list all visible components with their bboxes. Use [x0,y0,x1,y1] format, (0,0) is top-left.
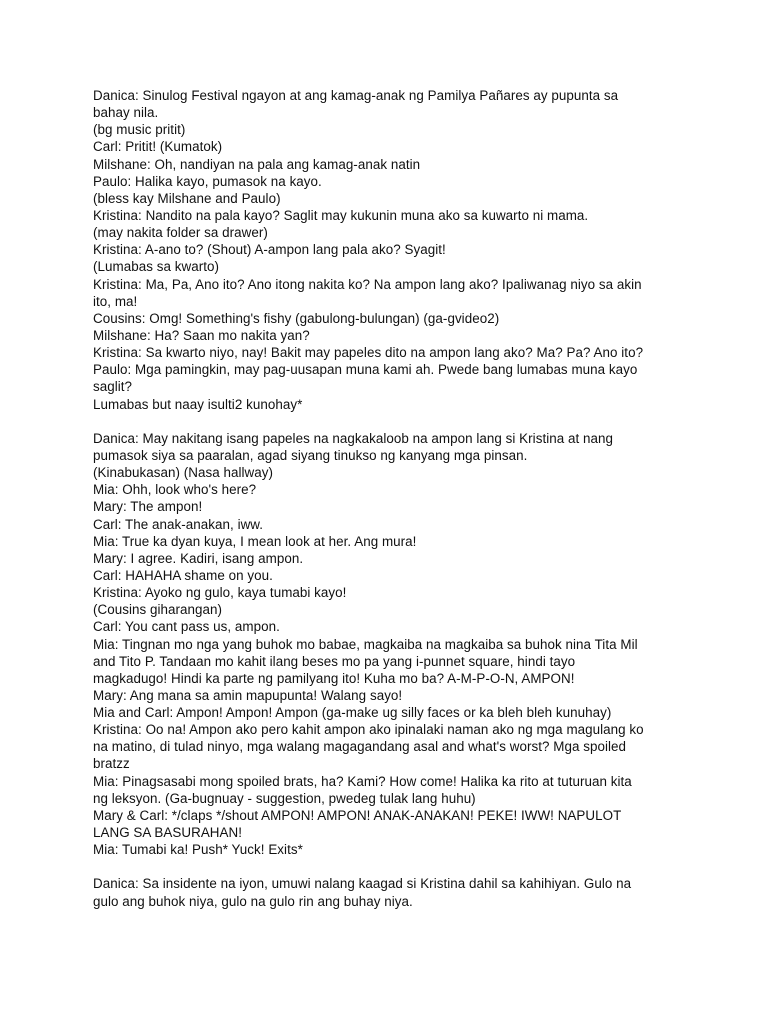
script-line: Lumabas but naay isulti2 kunohay* [93,396,303,412]
script-line: Mia and Carl: Ampon! Ampon! Ampon (ga-make ug silly faces or ka bleh bleh kunuhay) [93,705,612,721]
script-line: Carl: You cant pass us, ampon. [93,619,280,635]
script-line: Milshane: Ha? Saan mo nakita yan? [93,327,310,343]
script-line: (Kinabukasan) (Nasa hallway) [93,465,274,481]
script-line: (may nakita folder sa drawer) [93,225,268,241]
script-line: Carl: The anak-anakan, iww. [93,516,264,532]
script-line: Milshane: Oh, nandiyan na pala ang kamag-anak natin [93,156,421,172]
script-line: Mia: Ohh, look who's here? [93,482,257,498]
script-line: Mia: Tingnan mo nga yang buhok mo babae, magkaiba na magkaiba sa buhok nina Tita Mil [93,636,638,652]
script-line: Kristina: Ma, Pa, Ano ito? Ano itong nakita ko? Na ampon lang ako? Ipaliwanag niyo sa akin [93,276,642,292]
script-line: Cousins: Omg! Something's fishy (gabulong-bulungan) (ga-gvideo2) [93,310,500,326]
script-line: Danica: Sinulog Festival ngayon at ang kamag-anak ng Pamilya Pañares ay pupunta sa [93,88,619,103]
script-line: LANG SA BASURAHAN! [93,825,242,841]
script-line: gulo ang buhok niya, gulo na gulo rin ang buhay niya. [93,893,413,909]
script-line: Mia: Tumabi ka! Push* Yuck! Exits* [93,842,303,858]
script-line: magkadugo! Hindi ka parte ng pamilyang ito! Kuha mo ba? A-M-P-O-N, AMPON! [93,670,575,686]
script-line: Kristina: Ayoko ng gulo, kaya tumabi kayo! [93,585,347,601]
script-line: na matino, di tulad ninyo, mga walang magagandang asal and what's worst? Mga spoiled [93,739,627,755]
script-line: (Lumabas sa kwarto) [93,259,219,275]
script-text [93,87,693,910]
script-line: Carl: Pritit! (Kumatok) [93,139,223,155]
script-line: Danica: Sa insidente na iyon, umuwi nalang kaagad si Kristina dahil sa kahihiyan. Gulo na [93,876,632,892]
script-line: Paulo: Mga pamingkin, may pag-uusapan muna kami ah. Pwede bang lumabas muna kayo [93,362,638,378]
script-line: Mary: I agree. Kadiri, isang ampon. [93,550,304,566]
script-line: Kristina: Oo na! Ampon ako pero kahit ampon ako ipinalaki naman ako ng mga magulang ko [93,722,644,738]
script-line: Paulo: Halika kayo, pumasok na kayo. [93,173,322,189]
script-line: Kristina: A-ano to? (Shout) A-ampon lang pala ako? Syagit! [93,242,446,258]
script-line: Mary: Ang mana sa amin mapupunta! Walang sayo! [93,687,403,703]
script-line: Kristina: Nandito na pala kayo? Saglit may kukunin muna ako sa kuwarto ni mama. [93,207,589,223]
script-line: Mia: True ka dyan kuya, I mean look at her. Ang mura! [93,533,417,549]
script-line: Mary: The ampon! [93,499,203,515]
script-line: Mary & Carl: */claps */shout AMPON! AMPON! ANAK-ANAKAN! PEKE! IWW! NAPULOT [93,807,622,823]
script-line: (bg music pritit) [93,122,186,138]
script-line: and Tito P. Tandaan mo kahit ilang beses mo pa yang i-punnet square, hindi tayo [93,653,576,669]
script-line: (Cousins giharangan) [93,602,223,618]
script-line: ito, ma! [93,293,138,309]
script-line: Kristina: Sa kwarto niyo, nay! Bakit may papeles dito na ampon lang ako? Ma? Pa? Ano ito? [93,345,644,361]
blank-line [93,858,693,875]
script-line: (bless kay Milshane and Paulo) [93,190,281,206]
script-line: ng leksyon. (Ga-bugnuay - suggestion, pwedeg tulak lang huhu) [93,790,476,806]
script-line: bratzz [93,756,130,772]
script-line: saglit? [93,379,133,395]
script-line: pumasok siya sa paaralan, agad siyang tinukso ng kanyang mga pinsan. [93,447,528,463]
blank-line [93,413,693,430]
script-line: Danica: May nakitang isang papeles na nagkakaloob na ampon lang si Kristina at nang [93,430,614,446]
script-line: bahay nila. [93,105,159,121]
script-line: Carl: HAHAHA shame on you. [93,567,273,583]
script-line: Mia: Pinagsasabi mong spoiled brats, ha? Kami? How come! Halika ka rito at tuturuan kita [93,773,632,789]
